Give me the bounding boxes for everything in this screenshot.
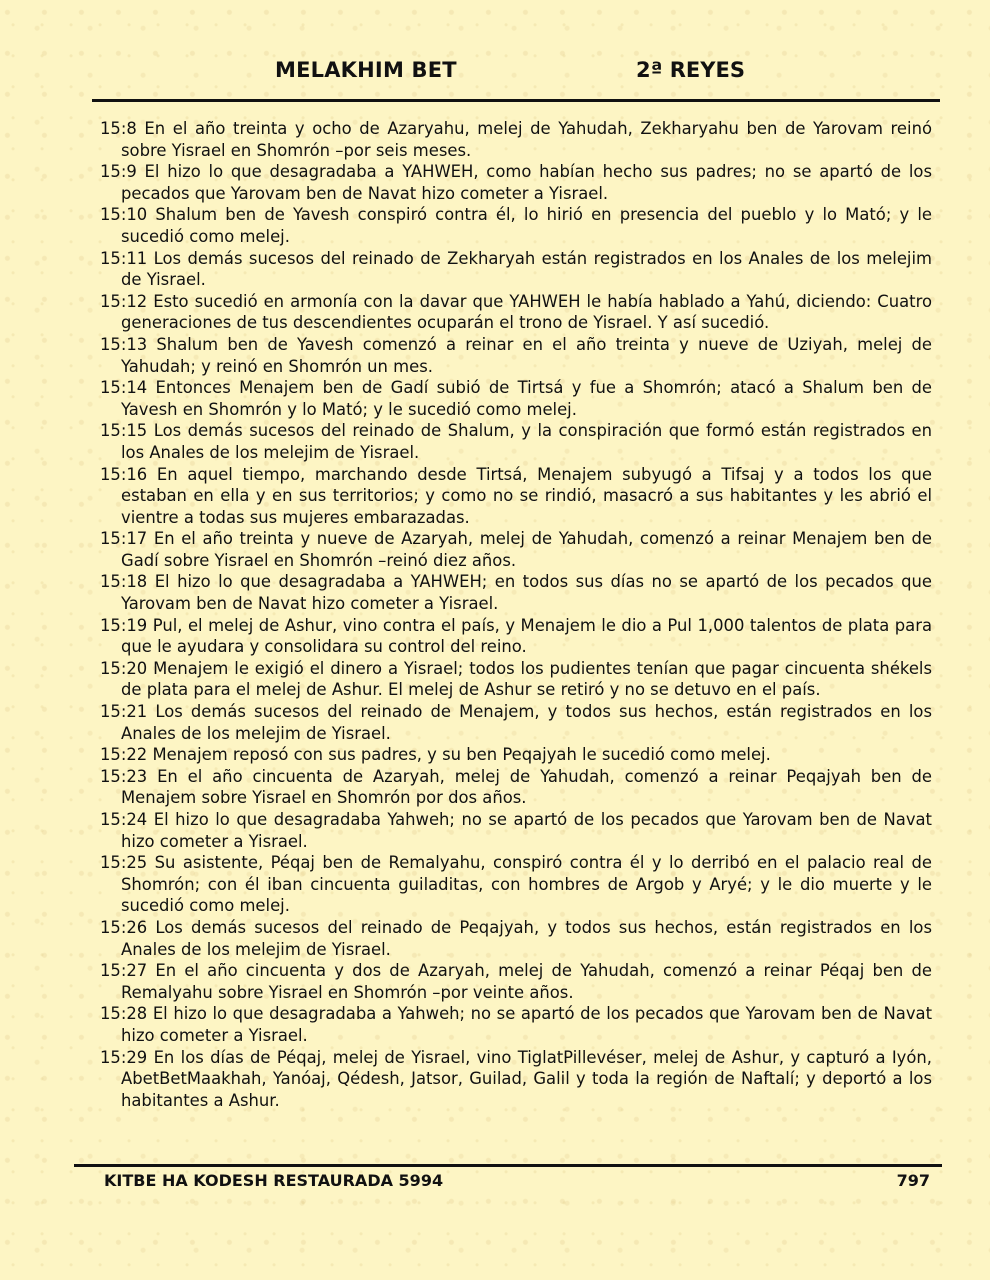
verse-15-13: 15:13 Shalum ben de Yavesh comenzó a reinar en el año treinta y nueve de Uziyah, melej de Yahudah; y reinó en Shomrón un mes.	[100, 334, 932, 376]
verse-15-12: 15:12 Esto sucedió en armonía con la davar que YAHWEH le había hablado a Yahú, diciendo: Cuatro generaciones de tus descendientes ocuparán el trono de Yisrael. Y así sucedió.	[100, 291, 932, 333]
verse-15-27: 15:27 En el año cincuenta y dos de Azaryah, melej de Yahudah, comenzó a reinar Péqaj ben de Remalyahu sobre Yisrael en Shomrón –por veinte años.	[100, 961, 932, 1002]
verse-15-8: 15:8 En el año treinta y ocho de Azaryahu, melej de Yahudah, Zekharyahu ben de Yarovam reinó sobre Yisrael en Shomrón –por seis meses.	[100, 119, 932, 160]
running-header-book-spanish: 2ª REYES	[636, 58, 745, 82]
verse-15-10: 15:10 Shalum ben de Yavesh conspiró contra él, lo hirió en presencia del pueblo y lo Mató; y le sucedió como melej.	[100, 205, 932, 246]
verse-list	[100, 118, 932, 1111]
verse-15-28: 15:28 El hizo lo que desagradaba a Yahweh; no se apartó de los pecados que Yarovam ben de Navat hizo cometer a Yisrael.	[100, 1004, 932, 1045]
verse-15-23: 15:23 En el año cincuenta de Azaryah, melej de Yahudah, comenzó a reinar Peqajyah ben de Menajem sobre Yisrael en Shomrón por dos años.	[100, 766, 932, 808]
verse-15-14: 15:14 Entonces Menajem ben de Gadí subió de Tirtsá y fue a Shomrón; atacó a Shalum ben de Yavesh en Shomrón y lo Mató; y le sucedió como melej.	[100, 378, 932, 419]
footer-title: KITBE HA KODESH RESTAURADA 5994	[104, 1171, 444, 1190]
running-header-book: MELAKHIM BET	[275, 58, 457, 82]
verse-15-11: 15:11 Los demás sucesos del reinado de Zekharyah están registrados en los Anales de los melejim de Yisrael.	[100, 248, 932, 290]
verse-15-26: 15:26 Los demás sucesos del reinado de Peqajyah, y todos sus hechos, están registrados en los Anales de los melejim de Yisrael.	[100, 917, 932, 959]
header-rule	[92, 99, 940, 102]
verse-15-20: 15:20 Menajem le exigió el dinero a Yisrael; todos los pudientes tenían que pagar cincuenta shékels de plata para el melej de Ashur. El melej de Ashur se retiró y no se detuvo en el país.	[100, 658, 932, 700]
verse-15-25: 15:25 Su asistente, Péqaj ben de Remalyahu, conspiró contra él y lo derribó en el palacio real de Shomrón; con él iban cincuenta guiladitas, con hombres de Argob y Aryé; y le dio muerte y le sucedió como melej.	[100, 853, 932, 916]
verse-15-9: 15:9 El hizo lo que desagradaba a YAHWEH, como habían hecho sus padres; no se apartó de los pecados que Yarovam ben de Navat hizo cometer a Yisrael.	[100, 162, 932, 203]
footer-rule	[74, 1164, 942, 1167]
page-number: 797	[896, 1171, 930, 1190]
verse-15-22: 15:22 Menajem reposó con sus padres, y su ben Peqajyah le sucedió como melej.	[100, 745, 771, 765]
verse-15-19: 15:19 Pul, el melej de Ashur, vino contra el país, y Menajem le dio a Pul 1,000 talentos de plata para que le ayudara y consolidara su control del reino.	[100, 615, 932, 657]
verse-15-15: 15:15 Los demás sucesos del reinado de Shalum, y la conspiración que formó están registrados en los Anales de los melejim de Yisrael.	[100, 421, 932, 462]
verse-15-16: 15:16 En aquel tiempo, marchando desde Tirtsá, Menajem subyugó a Tifsaj y a todos los que estaban en ella y en sus territorios; y como no se rindió, masacró a sus habitantes y les abrió el vientre a todas sus mujeres embarazadas.	[100, 464, 932, 527]
verse-15-17: 15:17 En el año treinta y nueve de Azaryah, melej de Yahudah, comenzó a reinar Menajem ben de Gadí sobre Yisrael en Shomrón –reinó diez años.	[100, 529, 932, 570]
verse-15-29: 15:29 En los días de Péqaj, melej de Yisrael, vino TiglatPillevéser, melej de Ashur, y capturó a Iyón, AbetBetMaakhah, Yanóaj, Qédesh, Jatsor, Guilad, Galil y toda la región de Naftalí; y deportó a los habitantes a Ashur.	[100, 1047, 932, 1110]
verse-15-24: 15:24 El hizo lo que desagradaba Yahweh; no se apartó de los pecados que Yarovam ben de Navat hizo cometer a Yisrael.	[100, 810, 932, 851]
verse-15-21: 15:21 Los demás sucesos del reinado de Menajem, y todos sus hechos, están registrados en los Anales de los melejim de Yisrael.	[100, 702, 932, 743]
verse-15-18: 15:18 El hizo lo que desagradaba a YAHWEH; en todos sus días no se apartó de los pecados que Yarovam ben de Navat hizo cometer a Yisrael.	[100, 572, 932, 614]
